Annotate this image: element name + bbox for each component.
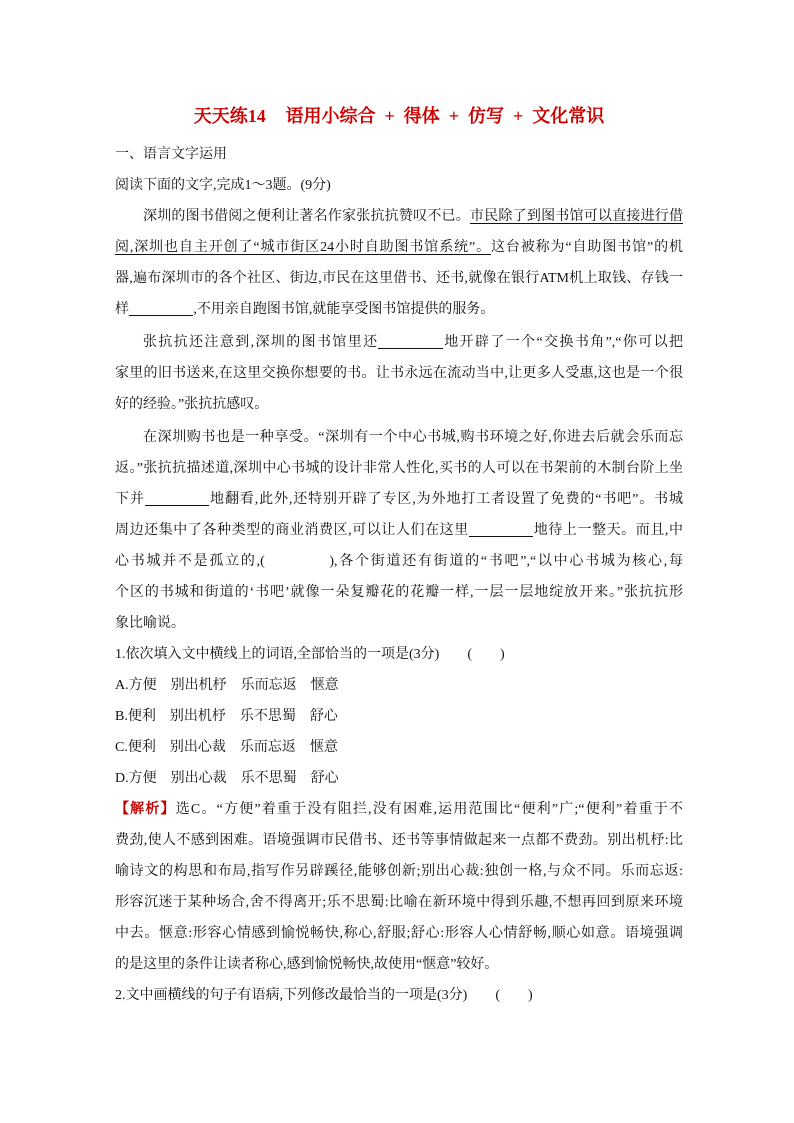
text-run: 选C。“方便”着重于没有阻拦,没有困难,运用范围比“便利”广;“便利”着重于不 — [175, 802, 683, 817]
option-choice: 别出心裁 — [169, 740, 226, 755]
option-choice: 方便 — [128, 771, 157, 786]
lesson-label: 天天练14 — [193, 106, 266, 126]
text-run: 地待上一整天。而且,中 — [533, 523, 683, 538]
option-d — [115, 763, 683, 794]
analysis-line — [115, 918, 683, 949]
text-run: 心书城并不是孤立的,( ),各个街道还有街道的“书吧”,“以中心书城为核心,每 — [115, 554, 683, 569]
answer-bracket: ( ) — [467, 647, 505, 662]
text-run: 的是这里的条件让读者称心,感到愉悦畅快,故使用“惬意”较好。 — [115, 957, 499, 972]
text-run: 费劲,使人不感到困难。语境强调市民借书、还书等事情做起来一点都不费劲。别出机杼:比 — [115, 833, 683, 848]
option-letter: A. — [115, 678, 129, 693]
option-choice: 便利 — [127, 740, 156, 755]
passage-line — [115, 484, 683, 515]
option-choice: 乐不思蜀 — [239, 709, 296, 724]
underlined-sentence: 阅,深圳也自主开创了“城市街区24小时自助图书馆系统”。 — [115, 240, 491, 255]
analysis-line — [115, 856, 683, 887]
passage-line — [115, 546, 683, 577]
option-choice: 舒心 — [310, 771, 339, 786]
option-choice: 惬意 — [309, 740, 338, 755]
title-topic: 语用小综合 + 得体 + 仿写 + 文化常识 — [285, 106, 605, 126]
passage-line — [115, 232, 683, 263]
text-run: 返。”张抗抗描述道,深圳中心书城的设计非常人性化,买书的人可以在书架前的木制台阶上坐 — [115, 461, 683, 476]
analysis-label: 【解析】 — [115, 802, 176, 817]
question-2 — [115, 980, 683, 1011]
text-run: 下并 — [115, 492, 145, 507]
option-choice: 别出机杼 — [170, 678, 227, 693]
passage-paragraph — [115, 327, 683, 420]
reading-instruction: 阅读下面的文字,完成1～3题。(9分) — [115, 178, 331, 193]
fill-in-blank — [129, 301, 193, 316]
content-column — [115, 100, 683, 1011]
text-run: 象比喻说。 — [115, 616, 185, 631]
text-run: 深圳的图书借阅之便利让著名作家张抗抗赞叹不已。 — [143, 209, 470, 224]
passage-line — [115, 422, 683, 453]
analysis-line — [115, 825, 683, 856]
option-letter: D. — [115, 771, 129, 786]
passage-line — [115, 263, 683, 294]
text-run: 张抗抗还注意到,深圳的图书馆里还 — [143, 335, 379, 350]
text-run: 器,遍布深圳市的各个社区、街边,市民在这里借书、还书,就像在银行ATM机上取钱、存钱一 — [115, 271, 683, 286]
fill-in-blank — [145, 491, 209, 506]
question-1-options — [115, 670, 683, 794]
option-letter: B. — [115, 709, 128, 724]
option-choice: 乐而忘返 — [239, 740, 296, 755]
passage-paragraph — [115, 201, 683, 325]
text-run: 好的经验。”张抗抗感叹。 — [115, 397, 269, 412]
passage-paragraph — [115, 422, 683, 639]
option-c — [115, 732, 683, 763]
text-run: 个区的书城和街道的‘书吧’就像一朵复瓣花的花瓣一样,一层一层地绽放开来。”张抗抗形 — [115, 585, 683, 600]
analysis-line — [115, 887, 683, 918]
passage-line — [115, 389, 683, 420]
fill-in-blank — [378, 334, 442, 349]
question-2-stem: 2.文中画横线的句子有语病,下列修改最恰当的一项是(3分) — [115, 988, 468, 1003]
analysis — [115, 794, 683, 980]
text-run: 家里的旧书送来,在这里交换你想要的书。让书永远在流动当中,让更多人受惠,这也是一个很 — [115, 366, 683, 381]
option-choice: 乐不思蜀 — [240, 771, 297, 786]
text-run: 中去。惬意:形容心情感到愉悦畅快,称心,舒服;舒心:形容人心情舒畅,顺心如意。语境强调 — [115, 926, 683, 941]
passage-line — [115, 453, 683, 484]
answer-bracket: ( ) — [495, 988, 533, 1003]
fill-in-blank — [469, 522, 533, 537]
passage-line — [115, 515, 683, 546]
text-run: 地翻看,此外,还特别开辟了专区,为外地打工者设置了免费的“书吧”。书城 — [209, 492, 684, 507]
passage-line — [115, 608, 683, 639]
text-run: 喻诗文的构思和布局,指写作另辟蹊径,能够创新;别出心裁:独创一格,与众不同。乐而忘返: — [115, 864, 683, 879]
question-2-line — [115, 980, 683, 1011]
option-choice: 舒心 — [309, 709, 338, 724]
analysis-line — [115, 794, 683, 825]
question-1 — [115, 639, 683, 794]
option-choice: 别出心裁 — [170, 771, 227, 786]
passage-line — [115, 201, 683, 232]
passage-line — [115, 358, 683, 389]
passage — [115, 201, 683, 639]
option-a — [115, 670, 683, 701]
page-title — [115, 100, 683, 132]
underlined-sentence: 市民除了到图书馆可以直接进行借 — [469, 209, 684, 224]
option-letter: C. — [115, 740, 128, 755]
passage-line — [115, 577, 683, 608]
text-run: 这台被称为“自助图书馆”的机 — [490, 240, 683, 255]
option-b — [115, 701, 683, 732]
text-run: 地开辟了一个“交换书角”,“你可以把 — [442, 335, 683, 350]
text-run: 在深圳购书也是一种享受。“深圳有一个中心书城,购书环境之好,你进去后就会乐而忘 — [143, 430, 683, 445]
option-choice: 乐而忘返 — [240, 678, 297, 693]
section-heading: 一、语言文字运用 — [115, 147, 227, 162]
analysis-line — [115, 949, 683, 980]
passage-line — [115, 294, 683, 325]
option-choice: 别出机杼 — [169, 709, 226, 724]
question-1-line — [115, 639, 683, 670]
text-run: 样 — [115, 302, 129, 317]
option-choice: 便利 — [127, 709, 156, 724]
text-run: 周边还集中了各种类型的商业消费区,可以让人们在这里 — [115, 523, 469, 538]
option-choice: 方便 — [128, 678, 157, 693]
question-1-stem: 1.依次填入文中横线上的词语,全部恰当的一项是(3分) — [115, 647, 440, 662]
option-choice: 惬意 — [310, 678, 339, 693]
text-run: 形容沉迷于某种场合,舍不得离开;乐不思蜀:比喻在新环境中得到乐趣,不想再回到原来环境 — [115, 895, 683, 910]
passage-line — [115, 327, 683, 358]
text-run: ,不用亲自跑图书馆,就能享受图书馆提供的服务。 — [193, 302, 495, 317]
